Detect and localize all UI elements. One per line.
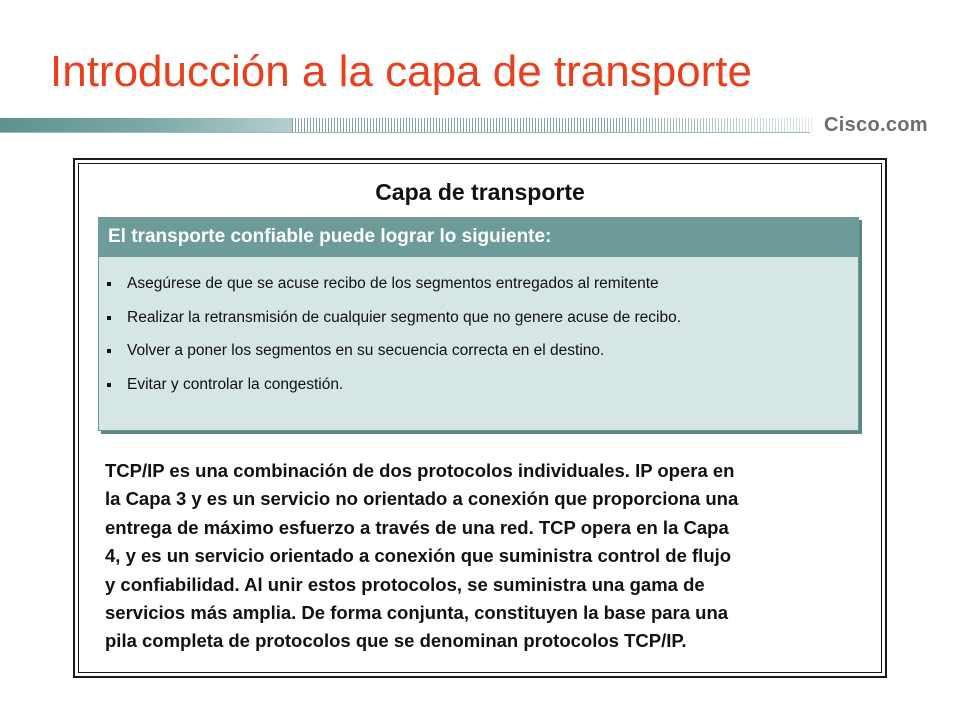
reliable-transport-box bbox=[98, 217, 859, 431]
cisco-logo[interactable]: Cisco.com bbox=[824, 114, 928, 136]
figure-heading: Capa de transporte bbox=[375, 179, 585, 205]
info-box-header bbox=[98, 217, 859, 257]
body-paragraph bbox=[105, 457, 873, 656]
info-box-header-text: El transporte confiable puede lograr lo siguiente: bbox=[108, 226, 552, 247]
list-item-text: Asegúrese de que se acuse recibo de los segmentos entregados al remitente bbox=[127, 275, 659, 292]
cisco-brand-bar bbox=[0, 113, 960, 137]
list-item bbox=[99, 308, 681, 342]
bullet-icon bbox=[107, 282, 111, 286]
slide-title: Introducción a la capa de transporte bbox=[50, 47, 753, 96]
brand-gradient-band bbox=[0, 118, 300, 132]
body-line: 4, y es un servicio orientado a conexión que suministra control de flujo bbox=[105, 545, 732, 567]
body-line: pila completa de protocolos que se denominan protocolos TCP/IP. bbox=[105, 630, 687, 652]
body-line: la Capa 3 y es un servicio no orientado a conexión que proporciona una bbox=[105, 488, 739, 510]
list-item-text: Volver a poner los segmentos en su secuencia correcta en el destino. bbox=[127, 342, 605, 359]
figure-frame bbox=[73, 158, 887, 678]
body-line: servicios más amplia. De forma conjunta, constituyen la base para una bbox=[105, 602, 729, 624]
body-line: entrega de máximo esfuerzo a través de una red. TCP opera en la Capa bbox=[105, 516, 729, 538]
list-item-text: Evitar y controlar la congestión. bbox=[127, 375, 344, 393]
figure-inner-border bbox=[78, 163, 882, 673]
brand-barcode-stripes bbox=[292, 118, 812, 132]
list-item bbox=[99, 274, 681, 308]
brand-underline bbox=[0, 132, 810, 133]
list-item bbox=[99, 341, 681, 375]
info-box-list bbox=[99, 274, 681, 408]
bullet-icon bbox=[107, 383, 111, 387]
body-line: y confiabilidad. Al unir estos protocolos, se suministra una gama de bbox=[105, 573, 705, 595]
bullet-icon bbox=[107, 349, 111, 353]
list-item-text: Realizar la retransmisión de cualquier segmento que no genere acuse de recibo. bbox=[127, 308, 682, 326]
body-line: TCP/IP es una combinación de dos protocolos individuales. IP opera en bbox=[105, 460, 735, 481]
list-item bbox=[99, 375, 681, 409]
bullet-icon bbox=[107, 316, 111, 320]
